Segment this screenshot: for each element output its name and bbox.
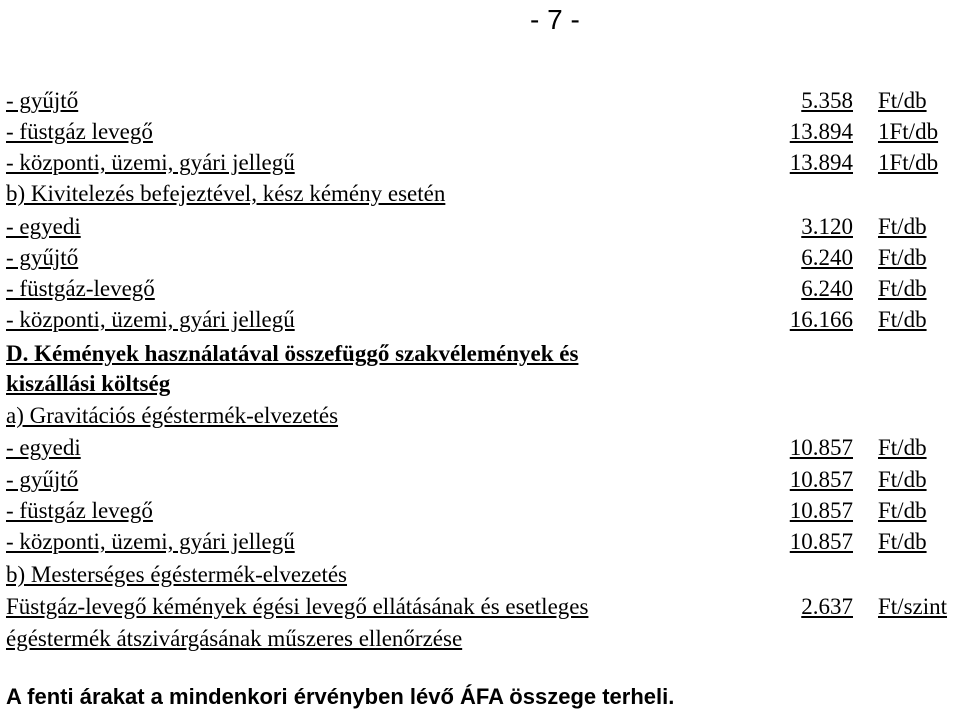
row-unit: Ft/db <box>878 307 927 332</box>
price-row <box>0 243 959 273</box>
row-value: 10.857 <box>789 435 853 460</box>
row-label: - füstgáz levegő <box>6 119 153 144</box>
row-label: - központi, üzemi, gyári jellegű <box>6 529 295 554</box>
row-label: - egyedi <box>6 214 81 239</box>
price-row <box>0 117 959 147</box>
row-label: - egyedi <box>6 435 81 460</box>
row-value: 6.240 <box>801 276 853 301</box>
row-label: D. Kémények használatával összefüggő szakvélemények és <box>6 341 579 366</box>
price-row <box>0 212 959 242</box>
row-label: - füstgáz-levegő <box>6 276 155 301</box>
row-unit: Ft/db <box>878 214 927 239</box>
price-row <box>0 592 959 622</box>
row-unit: Ft/szint <box>878 594 948 619</box>
row-value: 5.358 <box>801 88 853 113</box>
row-value: 10.857 <box>789 529 853 554</box>
row-value: 13.894 <box>789 150 853 175</box>
row-label: - központi, üzemi, gyári jellegű <box>6 150 295 175</box>
row-label: Füstgáz-levegő kémények égési levegő ellátásának és esetleges <box>6 594 589 619</box>
row-label: - központi, üzemi, gyári jellegű <box>6 307 295 332</box>
row-label: kiszállási költség <box>6 371 171 396</box>
row-unit: Ft/db <box>878 276 927 301</box>
row-unit: 1Ft/db <box>878 119 939 144</box>
vat-notice: A fenti árakat a mindenkori érvényben lévő ÁFA összege terheli. <box>6 684 675 709</box>
price-row <box>0 496 959 526</box>
row-label: égéstermék átszivárgásának műszeres ellenőrzése <box>6 626 463 651</box>
row-label: - gyűjtő <box>6 467 79 492</box>
price-row <box>0 86 959 116</box>
row-label: a) Gravitációs égéstermék-elvezetés <box>6 403 339 428</box>
row-label: - gyűjtő <box>6 88 79 113</box>
page-number: - 7 - <box>530 4 580 35</box>
section-heading <box>0 369 959 399</box>
row-unit: Ft/db <box>878 245 927 270</box>
row-value: 13.894 <box>789 119 853 144</box>
section-heading <box>0 401 959 431</box>
row-unit: Ft/db <box>878 467 927 492</box>
row-value: 2.637 <box>801 594 853 619</box>
row-value: 16.166 <box>789 307 853 332</box>
row-value: 10.857 <box>789 498 853 523</box>
price-row <box>0 148 959 178</box>
price-row <box>0 433 959 463</box>
price-row <box>0 274 959 304</box>
row-value: 6.240 <box>801 245 853 270</box>
row-unit: Ft/db <box>878 435 927 460</box>
price-row <box>0 305 959 335</box>
row-unit: Ft/db <box>878 88 927 113</box>
section-heading <box>0 560 959 590</box>
row-unit: Ft/db <box>878 529 927 554</box>
row-label: b) Mesterséges égéstermék-elvezetés <box>6 562 348 587</box>
row-unit: Ft/db <box>878 498 927 523</box>
row-value: 3.120 <box>801 214 853 239</box>
section-heading <box>0 624 959 654</box>
row-label: - gyűjtő <box>6 245 79 270</box>
section-heading <box>0 339 959 369</box>
price-row <box>0 465 959 495</box>
row-label: b) Kivitelezés befejeztével, kész kémény esetén <box>6 181 446 206</box>
price-row <box>0 527 959 557</box>
row-unit: 1Ft/db <box>878 150 939 175</box>
row-label: - füstgáz levegő <box>6 498 153 523</box>
section-heading <box>0 179 959 209</box>
row-value: 10.857 <box>789 467 853 492</box>
